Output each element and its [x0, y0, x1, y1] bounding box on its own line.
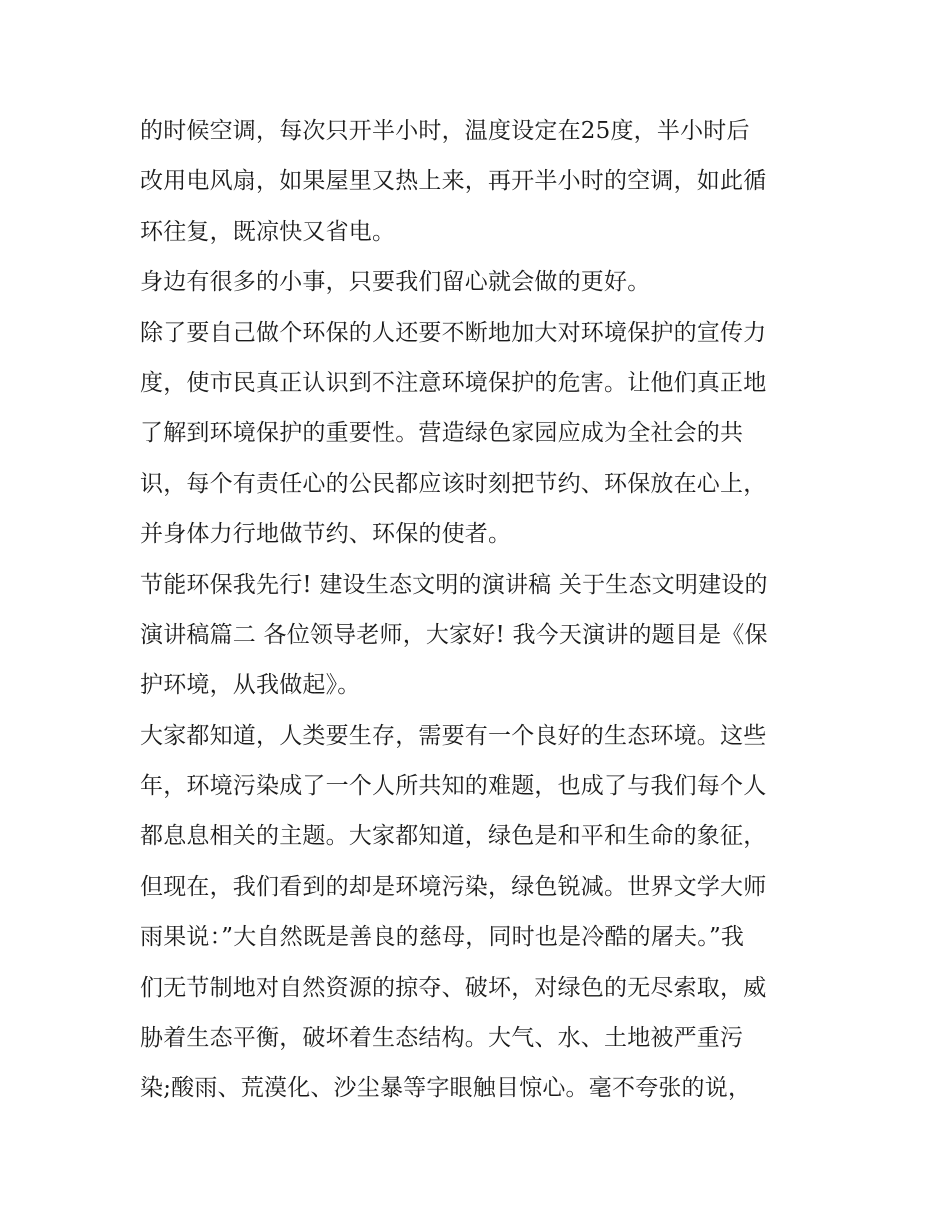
- text-line: 的时候空调，每次只开半小时，温度设定在25度，半小时后: [140, 118, 750, 144]
- text-line: 护环境，从我做起》。: [140, 672, 361, 699]
- text-line: 但现在，我们看到的却是环境污染，绿色锐减。世界文学大师: [140, 873, 767, 900]
- document-body: [140, 106, 820, 1114]
- text-line: 改用电风扇，如果屋里又热上来，再开半小时的空调，如此循: [140, 168, 767, 195]
- text-line: 度，使市民真正认识到不注意环境保护的危害。让他们真正地: [140, 369, 767, 396]
- text-line: 环往复，既凉快又省电。: [140, 218, 396, 245]
- text-line: 们无节制地对自然资源的掠夺、破坏，对绿色的无尽索取，威: [140, 974, 767, 1001]
- text-line: 雨果说：”大自然既是善良的慈母，同时也是冷酷的屠夫。”我: [140, 924, 745, 951]
- text-line: 识，每个有责任心的公民都应该时刻把节约、环保放在心上，: [140, 470, 767, 497]
- text-line: 年，环境污染成了一个人所共知的难题，也成了与我们每个人: [140, 773, 767, 800]
- text-line: 身边有很多的小事，只要我们留心就会做的更好。: [140, 269, 651, 296]
- text-line: 了解到环境保护的重要性。营造绿色家园应成为全社会的共: [140, 420, 744, 447]
- text-line: 都息息相关的主题。大家都知道，绿色是和平和生命的象征，: [140, 823, 767, 850]
- text-line: 除了要自己做个环保的人还要不断地加大对环境保护的宣传力: [140, 319, 767, 346]
- text-line: 并身体力行地做节约、环保的使者。: [140, 521, 512, 548]
- text-line: 染;酸雨、荒漠化、沙尘暴等字眼触目惊心。毫不夸张的说，: [140, 1075, 752, 1102]
- text-line: 节能环保我先行! 建设生态文明的演讲稿 关于生态文明建设的: [140, 571, 768, 598]
- text-line: 胁着生态平衡，破坏着生态结构。大气、水、土地被严重污: [140, 1025, 744, 1052]
- text-line: 演讲稿篇二 各位领导老师，大家好! 我今天演讲的题目是《保: [140, 621, 768, 648]
- text-line: 大家都知道，人类要生存，需要有一个良好的生态环境。这些: [140, 722, 767, 749]
